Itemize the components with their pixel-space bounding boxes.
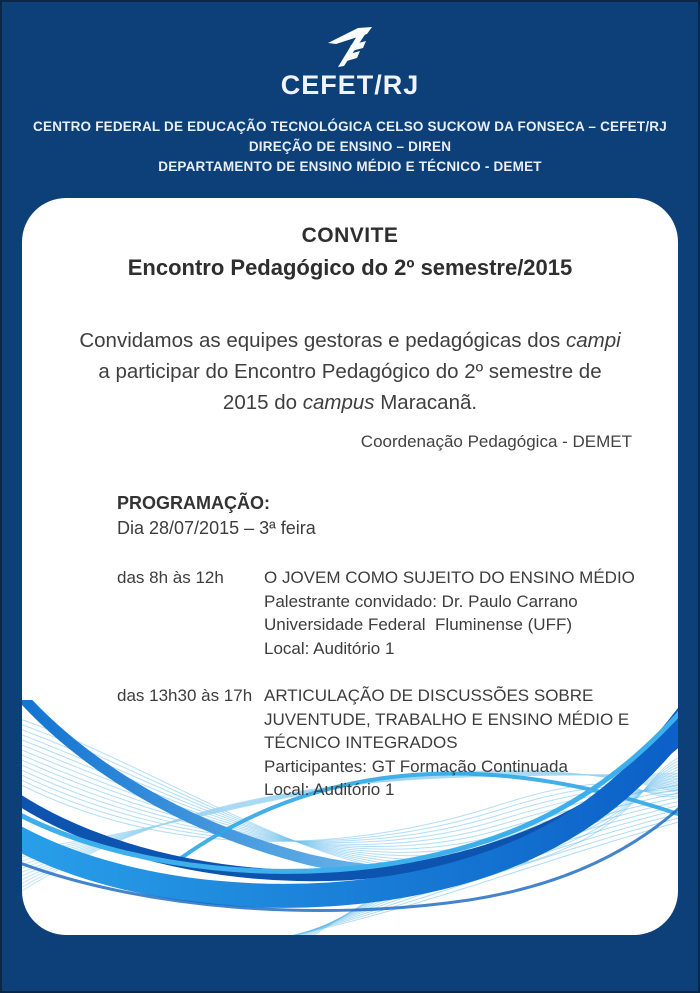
session-location: Local: Auditório 1 <box>264 780 395 799</box>
header-line-department: DEPARTAMENTO DE ENSINO MÉDIO E TÉCNICO - DEMET <box>158 159 542 174</box>
invitation-card <box>22 198 678 935</box>
session-afternoon <box>117 684 678 802</box>
header-line-institution: CENTRO FEDERAL DE EDUCAÇÃO TECNOLÓGICA CELSO SUCKOW DA FONSECA – CEFET/RJ <box>33 119 667 134</box>
program-section <box>117 492 678 802</box>
session-time: das 8h às 12h <box>117 568 224 587</box>
program-heading: PROGRAMAÇÃO: <box>117 493 270 513</box>
header <box>2 2 698 177</box>
session-title: O JOVEM COMO SUJEITO DO ENSINO MÉDIO <box>264 568 635 587</box>
session-title: ARTICULAÇÃO DE DISCUSSÕES SOBRE JUVENTUDE, TRABALHO E ENSINO MÉDIO E TÉCNICO INTEGRADOS <box>264 686 634 752</box>
session-details <box>264 566 642 660</box>
header-line-direction: DIREÇÃO DE ENSINO – DIREN <box>248 139 452 154</box>
header-lines <box>2 117 698 177</box>
session-location: Local: Auditório 1 <box>264 638 395 658</box>
session-university: Universidade Federal Fluminense (UFF) <box>264 615 572 634</box>
signature: Coordenação Pedagógica - DEMET <box>360 432 632 451</box>
session-speaker: Palestrante convidado: Dr. Paulo Carrano <box>264 591 578 611</box>
session-details <box>264 684 642 802</box>
intro-paragraph: Convidamos as equipes gestoras e pedagógicas dos campi a participar do Encontro Pedagógico do 2º semestre de 2015 do campus Maracanã. <box>79 329 621 414</box>
session-morning <box>117 566 678 660</box>
brand-name: CEFET/RJ <box>280 70 420 100</box>
card-title: CONVITE <box>301 224 399 247</box>
card-subtitle: Encontro Pedagógico do 2º semestre/2015 <box>127 255 573 280</box>
session-participants: Participantes: GT Formação Continuada <box>264 756 568 776</box>
session-time: das 13h30 às 17h <box>117 686 253 705</box>
program-date: Dia 28/07/2015 – 3ª feira <box>117 518 316 538</box>
cefet-logo-icon <box>322 26 378 68</box>
